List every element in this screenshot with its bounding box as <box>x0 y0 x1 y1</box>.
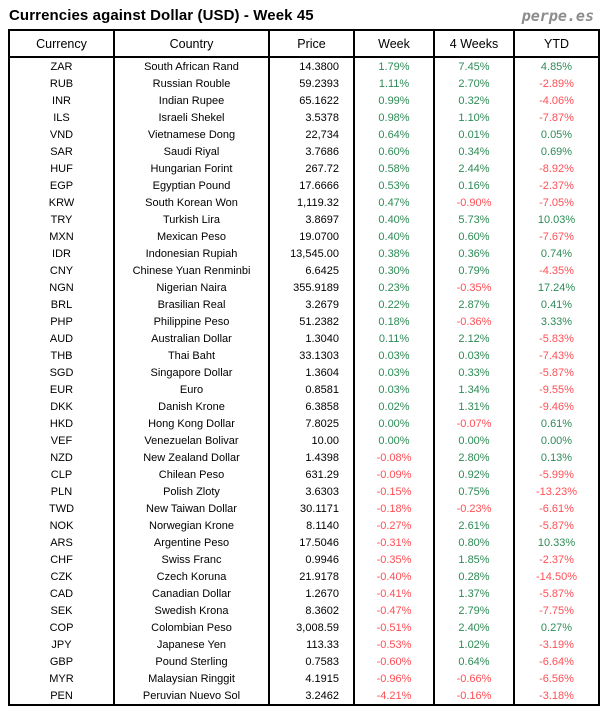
ytd-change-cell: -6.61% <box>514 500 599 517</box>
four-weeks-change-cell: 0.34% <box>434 143 514 160</box>
table-row <box>9 432 599 449</box>
country-cell: Swiss Franc <box>114 551 269 568</box>
ytd-change-cell: -4.35% <box>514 262 599 279</box>
ytd-change-cell: -13.23% <box>514 483 599 500</box>
country-cell: New Taiwan Dollar <box>114 500 269 517</box>
ytd-change-cell: -8.92% <box>514 160 599 177</box>
week-change-cell: 0.47% <box>354 194 434 211</box>
table-row <box>9 568 599 585</box>
four-weeks-change-cell: 0.01% <box>434 126 514 143</box>
country-cell: Turkish Lira <box>114 211 269 228</box>
four-weeks-change-cell: -0.16% <box>434 687 514 705</box>
price-cell: 65.1622 <box>269 92 354 109</box>
week-change-cell: -0.08% <box>354 449 434 466</box>
currency-code-cell: HUF <box>9 160 114 177</box>
four-weeks-change-cell: -0.36% <box>434 313 514 330</box>
country-cell: Brasilian Real <box>114 296 269 313</box>
country-cell: Hungarian Forint <box>114 160 269 177</box>
week-change-cell: 0.58% <box>354 160 434 177</box>
four-weeks-change-cell: 2.80% <box>434 449 514 466</box>
country-cell: Hong Kong Dollar <box>114 415 269 432</box>
four-weeks-change-cell: 1.02% <box>434 636 514 653</box>
price-cell: 3.2462 <box>269 687 354 705</box>
column-header-ytd: YTD <box>514 30 599 57</box>
week-change-cell: 0.98% <box>354 109 434 126</box>
currency-code-cell: RUB <box>9 75 114 92</box>
four-weeks-change-cell: 0.64% <box>434 653 514 670</box>
table-row <box>9 466 599 483</box>
country-cell: Russian Rouble <box>114 75 269 92</box>
table-row <box>9 228 599 245</box>
price-cell: 8.3602 <box>269 602 354 619</box>
price-cell: 3.7686 <box>269 143 354 160</box>
four-weeks-change-cell: 1.10% <box>434 109 514 126</box>
four-weeks-change-cell: 5.73% <box>434 211 514 228</box>
price-cell: 13,545.00 <box>269 245 354 262</box>
page-title: Currencies against Dollar (USD) - Week 45 <box>9 7 314 24</box>
country-cell: Israeli Shekel <box>114 109 269 126</box>
four-weeks-change-cell: 2.61% <box>434 517 514 534</box>
four-weeks-change-cell: 2.79% <box>434 602 514 619</box>
country-cell: Vietnamese Dong <box>114 126 269 143</box>
price-cell: 7.8025 <box>269 415 354 432</box>
ytd-change-cell: -2.37% <box>514 551 599 568</box>
week-change-cell: 0.03% <box>354 364 434 381</box>
four-weeks-change-cell: 0.03% <box>434 347 514 364</box>
four-weeks-change-cell: 2.70% <box>434 75 514 92</box>
country-cell: Venezuelan Bolivar <box>114 432 269 449</box>
currency-code-cell: NOK <box>9 517 114 534</box>
four-weeks-change-cell: -0.07% <box>434 415 514 432</box>
currency-code-cell: PHP <box>9 313 114 330</box>
table-row <box>9 143 599 160</box>
currency-code-cell: NGN <box>9 279 114 296</box>
ytd-change-cell: 3.33% <box>514 313 599 330</box>
ytd-change-cell: -9.46% <box>514 398 599 415</box>
currency-code-cell: CZK <box>9 568 114 585</box>
table-row <box>9 177 599 194</box>
table-row <box>9 160 599 177</box>
table-row <box>9 670 599 687</box>
perpe-logo: perpe.es <box>521 6 594 25</box>
currency-code-cell: PEN <box>9 687 114 705</box>
table-row <box>9 449 599 466</box>
ytd-change-cell: -5.99% <box>514 466 599 483</box>
table-body <box>9 57 599 705</box>
currency-code-cell: ILS <box>9 109 114 126</box>
four-weeks-change-cell: 0.92% <box>434 466 514 483</box>
price-cell: 1,119.32 <box>269 194 354 211</box>
price-cell: 0.9946 <box>269 551 354 568</box>
price-cell: 6.6425 <box>269 262 354 279</box>
ytd-change-cell: 0.69% <box>514 143 599 160</box>
ytd-change-cell: -9.55% <box>514 381 599 398</box>
table-header <box>9 30 599 57</box>
four-weeks-change-cell: -0.35% <box>434 279 514 296</box>
currency-code-cell: BRL <box>9 296 114 313</box>
four-weeks-change-cell: 0.36% <box>434 245 514 262</box>
currency-code-cell: MXN <box>9 228 114 245</box>
currency-code-cell: ARS <box>9 534 114 551</box>
ytd-change-cell: 0.05% <box>514 126 599 143</box>
four-weeks-change-cell: 0.60% <box>434 228 514 245</box>
ytd-change-cell: 10.03% <box>514 211 599 228</box>
country-cell: Japanese Yen <box>114 636 269 653</box>
week-change-cell: -0.31% <box>354 534 434 551</box>
price-cell: 3.2679 <box>269 296 354 313</box>
price-cell: 30.1171 <box>269 500 354 517</box>
price-cell: 17.5046 <box>269 534 354 551</box>
currency-code-cell: SAR <box>9 143 114 160</box>
week-change-cell: -0.09% <box>354 466 434 483</box>
week-change-cell: 0.64% <box>354 126 434 143</box>
currency-code-cell: VND <box>9 126 114 143</box>
column-header-country: Country <box>114 30 269 57</box>
four-weeks-change-cell: 0.16% <box>434 177 514 194</box>
four-weeks-change-cell: 2.87% <box>434 296 514 313</box>
ytd-change-cell: -7.43% <box>514 347 599 364</box>
table-row <box>9 398 599 415</box>
four-weeks-change-cell: 1.85% <box>434 551 514 568</box>
week-change-cell: -0.40% <box>354 568 434 585</box>
week-change-cell: 0.23% <box>354 279 434 296</box>
currency-code-cell: IDR <box>9 245 114 262</box>
ytd-change-cell: -3.18% <box>514 687 599 705</box>
country-cell: Danish Krone <box>114 398 269 415</box>
ytd-change-cell: -6.64% <box>514 653 599 670</box>
currency-code-cell: INR <box>9 92 114 109</box>
currency-code-cell: CAD <box>9 585 114 602</box>
ytd-change-cell: 4.85% <box>514 57 599 75</box>
ytd-change-cell: -7.75% <box>514 602 599 619</box>
ytd-change-cell: -6.56% <box>514 670 599 687</box>
currency-code-cell: NZD <box>9 449 114 466</box>
week-change-cell: 0.22% <box>354 296 434 313</box>
country-cell: Euro <box>114 381 269 398</box>
four-weeks-change-cell: 0.79% <box>434 262 514 279</box>
table-row <box>9 262 599 279</box>
table-row <box>9 347 599 364</box>
currency-code-cell: MYR <box>9 670 114 687</box>
currency-code-cell: EUR <box>9 381 114 398</box>
ytd-change-cell: 0.61% <box>514 415 599 432</box>
table-row <box>9 57 599 75</box>
column-header-currency: Currency <box>9 30 114 57</box>
country-cell: Swedish Krona <box>114 602 269 619</box>
country-cell: Indian Rupee <box>114 92 269 109</box>
ytd-change-cell: -5.87% <box>514 517 599 534</box>
country-cell: Nigerian Naira <box>114 279 269 296</box>
table-row <box>9 687 599 705</box>
country-cell: Norwegian Krone <box>114 517 269 534</box>
currency-code-cell: CLP <box>9 466 114 483</box>
table-row <box>9 500 599 517</box>
currency-code-cell: CHF <box>9 551 114 568</box>
week-change-cell: 0.03% <box>354 347 434 364</box>
price-cell: 113.33 <box>269 636 354 653</box>
ytd-change-cell: -5.83% <box>514 330 599 347</box>
ytd-change-cell: 0.27% <box>514 619 599 636</box>
ytd-change-cell: -3.19% <box>514 636 599 653</box>
week-change-cell: 0.03% <box>354 381 434 398</box>
week-change-cell: -0.47% <box>354 602 434 619</box>
country-cell: Chinese Yuan Renminbi <box>114 262 269 279</box>
week-change-cell: 1.79% <box>354 57 434 75</box>
week-change-cell: 0.02% <box>354 398 434 415</box>
ytd-change-cell: -7.67% <box>514 228 599 245</box>
ytd-change-cell: -2.37% <box>514 177 599 194</box>
table-row <box>9 296 599 313</box>
week-change-cell: -0.60% <box>354 653 434 670</box>
four-weeks-change-cell: -0.66% <box>434 670 514 687</box>
week-change-cell: 0.00% <box>354 432 434 449</box>
country-cell: Thai Baht <box>114 347 269 364</box>
four-weeks-change-cell: -0.90% <box>434 194 514 211</box>
table-row <box>9 517 599 534</box>
price-cell: 0.7583 <box>269 653 354 670</box>
currency-code-cell: DKK <box>9 398 114 415</box>
price-cell: 17.6666 <box>269 177 354 194</box>
ytd-change-cell: -5.87% <box>514 585 599 602</box>
price-cell: 22,734 <box>269 126 354 143</box>
four-weeks-change-cell: 1.31% <box>434 398 514 415</box>
country-cell: New Zealand Dollar <box>114 449 269 466</box>
currency-code-cell: SEK <box>9 602 114 619</box>
price-cell: 6.3858 <box>269 398 354 415</box>
price-cell: 8.1140 <box>269 517 354 534</box>
ytd-change-cell: 0.13% <box>514 449 599 466</box>
column-header-week: Week <box>354 30 434 57</box>
four-weeks-change-cell: -0.23% <box>434 500 514 517</box>
four-weeks-change-cell: 2.40% <box>434 619 514 636</box>
country-cell: Singapore Dollar <box>114 364 269 381</box>
week-change-cell: -0.15% <box>354 483 434 500</box>
table-row <box>9 109 599 126</box>
ytd-change-cell: -4.06% <box>514 92 599 109</box>
week-change-cell: 1.11% <box>354 75 434 92</box>
currency-code-cell: EGP <box>9 177 114 194</box>
country-cell: Czech Koruna <box>114 568 269 585</box>
title-bar <box>0 0 604 29</box>
currency-code-cell: VEF <box>9 432 114 449</box>
four-weeks-change-cell: 0.28% <box>434 568 514 585</box>
country-cell: Polish Zloty <box>114 483 269 500</box>
ytd-change-cell: -2.89% <box>514 75 599 92</box>
four-weeks-change-cell: 2.12% <box>434 330 514 347</box>
four-weeks-change-cell: 1.37% <box>434 585 514 602</box>
ytd-change-cell: -7.87% <box>514 109 599 126</box>
country-cell: Peruvian Nuevo Sol <box>114 687 269 705</box>
four-weeks-change-cell: 0.00% <box>434 432 514 449</box>
week-change-cell: -0.96% <box>354 670 434 687</box>
price-cell: 1.3040 <box>269 330 354 347</box>
price-cell: 3,008.59 <box>269 619 354 636</box>
currency-code-cell: GBP <box>9 653 114 670</box>
price-cell: 33.1303 <box>269 347 354 364</box>
week-change-cell: -4.21% <box>354 687 434 705</box>
price-cell: 267.72 <box>269 160 354 177</box>
currency-code-cell: THB <box>9 347 114 364</box>
ytd-change-cell: 0.00% <box>514 432 599 449</box>
country-cell: Egyptian Pound <box>114 177 269 194</box>
week-change-cell: -0.35% <box>354 551 434 568</box>
four-weeks-change-cell: 0.80% <box>434 534 514 551</box>
table-row <box>9 653 599 670</box>
four-weeks-change-cell: 0.75% <box>434 483 514 500</box>
price-cell: 59.2393 <box>269 75 354 92</box>
week-change-cell: 0.99% <box>354 92 434 109</box>
week-change-cell: 0.40% <box>354 211 434 228</box>
currency-code-cell: HKD <box>9 415 114 432</box>
country-cell: Australian Dollar <box>114 330 269 347</box>
country-cell: Saudi Riyal <box>114 143 269 160</box>
table-row <box>9 194 599 211</box>
currency-code-cell: PLN <box>9 483 114 500</box>
currency-code-cell: COP <box>9 619 114 636</box>
price-cell: 10.00 <box>269 432 354 449</box>
column-header-price: Price <box>269 30 354 57</box>
ytd-change-cell: 17.24% <box>514 279 599 296</box>
ytd-change-cell: -5.87% <box>514 364 599 381</box>
currency-code-cell: ZAR <box>9 57 114 75</box>
week-change-cell: -0.51% <box>354 619 434 636</box>
country-cell: Philippine Peso <box>114 313 269 330</box>
ytd-change-cell: 0.41% <box>514 296 599 313</box>
week-change-cell: 0.11% <box>354 330 434 347</box>
price-cell: 19.0700 <box>269 228 354 245</box>
price-cell: 51.2382 <box>269 313 354 330</box>
country-cell: Colombian Peso <box>114 619 269 636</box>
table-row <box>9 415 599 432</box>
week-change-cell: 0.30% <box>354 262 434 279</box>
country-cell: Mexican Peso <box>114 228 269 245</box>
price-cell: 1.4398 <box>269 449 354 466</box>
four-weeks-change-cell: 7.45% <box>434 57 514 75</box>
currency-code-cell: TRY <box>9 211 114 228</box>
four-weeks-change-cell: 0.32% <box>434 92 514 109</box>
country-cell: Canadian Dollar <box>114 585 269 602</box>
price-cell: 21.9178 <box>269 568 354 585</box>
currency-code-cell: KRW <box>9 194 114 211</box>
table-row <box>9 75 599 92</box>
week-change-cell: 0.60% <box>354 143 434 160</box>
country-cell: Chilean Peso <box>114 466 269 483</box>
country-cell: Argentine Peso <box>114 534 269 551</box>
price-cell: 355.9189 <box>269 279 354 296</box>
ytd-change-cell: 10.33% <box>514 534 599 551</box>
table-row <box>9 279 599 296</box>
table-row <box>9 330 599 347</box>
table-row <box>9 364 599 381</box>
week-change-cell: 0.53% <box>354 177 434 194</box>
week-change-cell: -0.53% <box>354 636 434 653</box>
currency-code-cell: TWD <box>9 500 114 517</box>
ytd-change-cell: -7.05% <box>514 194 599 211</box>
table-row <box>9 381 599 398</box>
table-row <box>9 619 599 636</box>
table-row <box>9 92 599 109</box>
country-cell: South African Rand <box>114 57 269 75</box>
week-change-cell: -0.27% <box>354 517 434 534</box>
table-row <box>9 636 599 653</box>
price-cell: 14.3800 <box>269 57 354 75</box>
week-change-cell: -0.41% <box>354 585 434 602</box>
week-change-cell: -0.18% <box>354 500 434 517</box>
price-cell: 0.8581 <box>269 381 354 398</box>
week-change-cell: 0.38% <box>354 245 434 262</box>
price-cell: 631.29 <box>269 466 354 483</box>
country-cell: Indonesian Rupiah <box>114 245 269 262</box>
price-cell: 1.2670 <box>269 585 354 602</box>
price-cell: 4.1915 <box>269 670 354 687</box>
table-row <box>9 126 599 143</box>
column-header-4weeks: 4 Weeks <box>434 30 514 57</box>
table-row <box>9 313 599 330</box>
table-row <box>9 534 599 551</box>
four-weeks-change-cell: 0.33% <box>434 364 514 381</box>
table-row <box>9 602 599 619</box>
price-cell: 3.5378 <box>269 109 354 126</box>
table-row <box>9 551 599 568</box>
country-cell: South Korean Won <box>114 194 269 211</box>
currency-code-cell: SGD <box>9 364 114 381</box>
price-cell: 3.6303 <box>269 483 354 500</box>
table-row <box>9 211 599 228</box>
currency-code-cell: JPY <box>9 636 114 653</box>
price-cell: 3.8697 <box>269 211 354 228</box>
week-change-cell: 0.40% <box>354 228 434 245</box>
country-cell: Pound Sterling <box>114 653 269 670</box>
ytd-change-cell: -14.50% <box>514 568 599 585</box>
country-cell: Malaysian Ringgit <box>114 670 269 687</box>
ytd-change-cell: 0.74% <box>514 245 599 262</box>
table-row <box>9 483 599 500</box>
currency-code-cell: CNY <box>9 262 114 279</box>
currency-code-cell: AUD <box>9 330 114 347</box>
table-row <box>9 585 599 602</box>
four-weeks-change-cell: 2.44% <box>434 160 514 177</box>
four-weeks-change-cell: 1.34% <box>434 381 514 398</box>
table-row <box>9 245 599 262</box>
week-change-cell: 0.00% <box>354 415 434 432</box>
price-cell: 1.3604 <box>269 364 354 381</box>
week-change-cell: 0.18% <box>354 313 434 330</box>
currency-table <box>8 29 600 706</box>
